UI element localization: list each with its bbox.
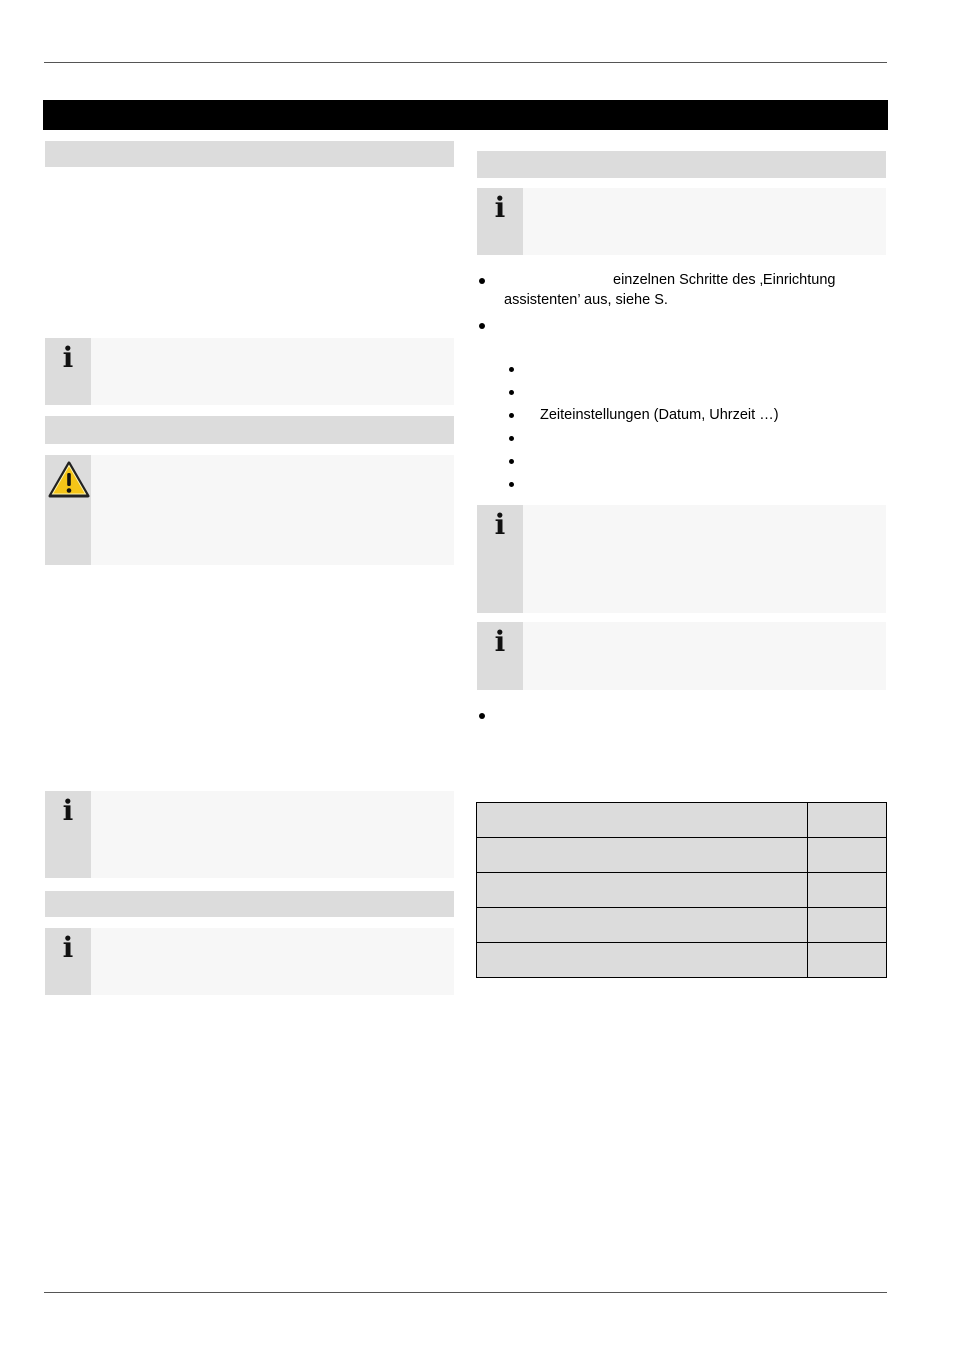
info-note-left-2 xyxy=(45,791,454,878)
info-icon: i xyxy=(62,341,74,374)
sub-bullet-marker xyxy=(509,413,514,418)
section-heading-bar-right-1 xyxy=(477,151,886,178)
bullet-text-line-1: einzelnen Schritte des ‚Einrichtung xyxy=(613,272,836,288)
settings-table xyxy=(476,802,887,978)
section-heading-bar-left-3 xyxy=(45,891,454,917)
bullet-marker xyxy=(479,713,485,719)
info-icon: i xyxy=(62,931,74,964)
bullet-marker xyxy=(479,323,485,329)
table-cell xyxy=(808,803,887,838)
bullet-marker xyxy=(479,278,485,284)
table-row xyxy=(477,908,887,943)
table-cell xyxy=(477,943,808,978)
info-note-right-2 xyxy=(477,505,886,613)
info-note-right-1 xyxy=(477,188,886,255)
warning-note-left xyxy=(45,455,454,565)
sub-item-time-settings: Zeiteinstellungen (Datum, Uhrzeit …) xyxy=(540,407,779,423)
table-cell xyxy=(808,943,887,978)
header-rule xyxy=(44,62,887,63)
info-note-right-3 xyxy=(477,622,886,690)
footer-rule xyxy=(44,1292,887,1293)
table-row xyxy=(477,838,887,873)
sub-bullet-marker xyxy=(509,482,514,487)
table-cell xyxy=(808,873,887,908)
sub-bullet-marker xyxy=(509,459,514,464)
warning-icon xyxy=(47,460,91,500)
table-row xyxy=(477,943,887,978)
info-note-left-3 xyxy=(45,928,454,995)
table-cell xyxy=(477,803,808,838)
section-heading-bar-left-2 xyxy=(45,416,454,444)
table-cell xyxy=(477,908,808,943)
table-cell xyxy=(477,873,808,908)
table-cell xyxy=(477,838,808,873)
sub-bullet-marker xyxy=(509,367,514,372)
table-cell xyxy=(808,838,887,873)
info-note-left-1 xyxy=(45,338,454,405)
sub-bullet-marker xyxy=(509,390,514,395)
sub-bullet-marker xyxy=(509,436,514,441)
section-heading-bar-left-1 xyxy=(45,141,454,167)
info-icon: i xyxy=(62,794,74,827)
table-row xyxy=(477,873,887,908)
info-icon: i xyxy=(494,625,506,658)
chapter-title-bar xyxy=(43,100,888,130)
info-icon: i xyxy=(494,191,506,224)
table-cell xyxy=(808,908,887,943)
info-icon: i xyxy=(494,508,506,541)
table-row xyxy=(477,803,887,838)
bullet-text-line-2: assistenten’ aus, siehe S. xyxy=(504,292,668,308)
